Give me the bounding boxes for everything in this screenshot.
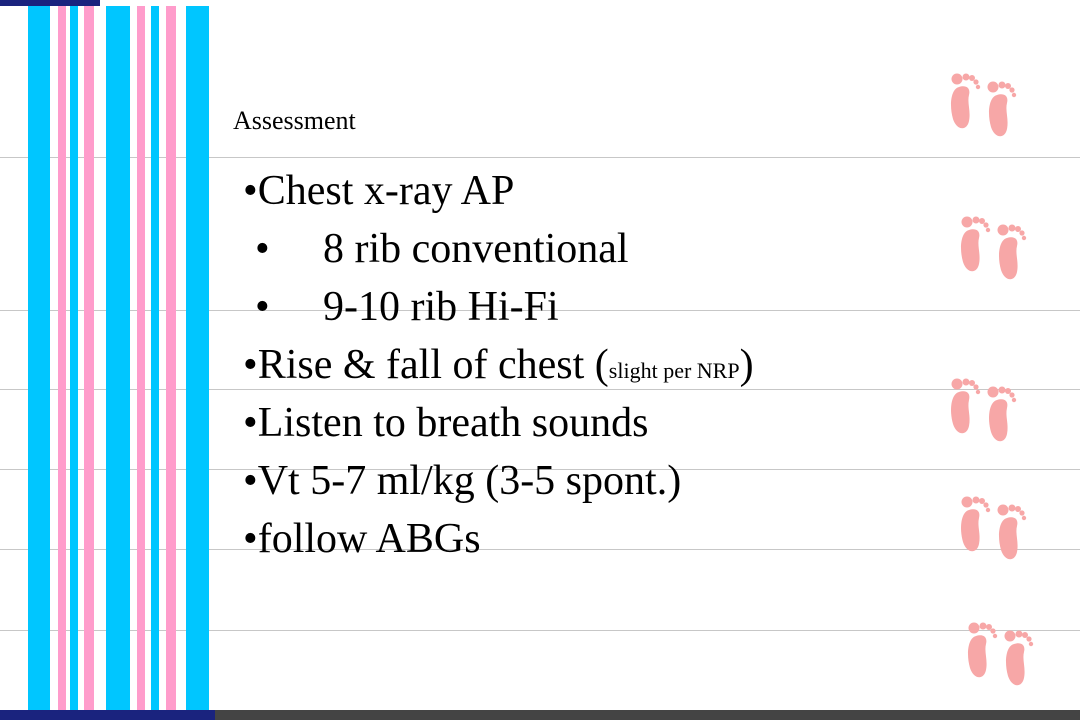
bullet-text: Rise & fall of chest ( [257, 342, 609, 388]
stripe-blue [28, 6, 50, 710]
baby-footprints-icon [945, 65, 1017, 143]
bullet-item [243, 278, 754, 336]
bullet-item [243, 510, 754, 568]
bullet-text: 9-10 rib Hi-Fi [323, 284, 559, 330]
baby-footprints-icon [955, 208, 1027, 286]
bullet-list [243, 162, 754, 568]
stripe-blue [106, 6, 130, 710]
bullet-item [243, 220, 754, 278]
stripe-blue [70, 6, 78, 710]
bottom-bar [0, 710, 1080, 720]
bullet-dot: • [243, 342, 258, 388]
bullet-text: Chest x-ray AP [257, 168, 515, 214]
bottom-bar-accent [0, 710, 215, 720]
bullet-note: slight per NRP [608, 358, 740, 383]
stripe-pink [166, 6, 176, 710]
stripe-pink [58, 6, 66, 710]
baby-footprints-icon [955, 488, 1027, 566]
bullet-dot: • [255, 226, 270, 272]
bullet-item [243, 394, 754, 452]
slide-title: Assessment [233, 106, 356, 135]
baby-footprints-icon [945, 370, 1017, 448]
stripe-pink [84, 6, 94, 710]
bullet-text: follow ABGs [257, 516, 481, 562]
bullet-item [243, 336, 754, 394]
bullet-text-close: ) [739, 342, 754, 388]
bullet-text: Listen to breath sounds [257, 400, 649, 446]
bullet-item [243, 452, 754, 510]
bullet-item [243, 162, 754, 220]
bullet-text: 8 rib conventional [323, 226, 629, 272]
bullet-text: Vt 5-7 ml/kg (3-5 spont.) [257, 458, 682, 504]
bullet-dot: • [243, 168, 258, 214]
baby-footprints-icon [962, 614, 1034, 692]
bullet-dot: • [255, 284, 270, 330]
bullet-dot: • [243, 516, 258, 562]
stripe-pink [137, 6, 145, 710]
stripe-blue [151, 6, 159, 710]
bullet-dot: • [243, 400, 258, 446]
bullet-dot: • [243, 458, 258, 504]
decorative-stripes [0, 6, 215, 710]
stripe-blue [186, 6, 209, 710]
